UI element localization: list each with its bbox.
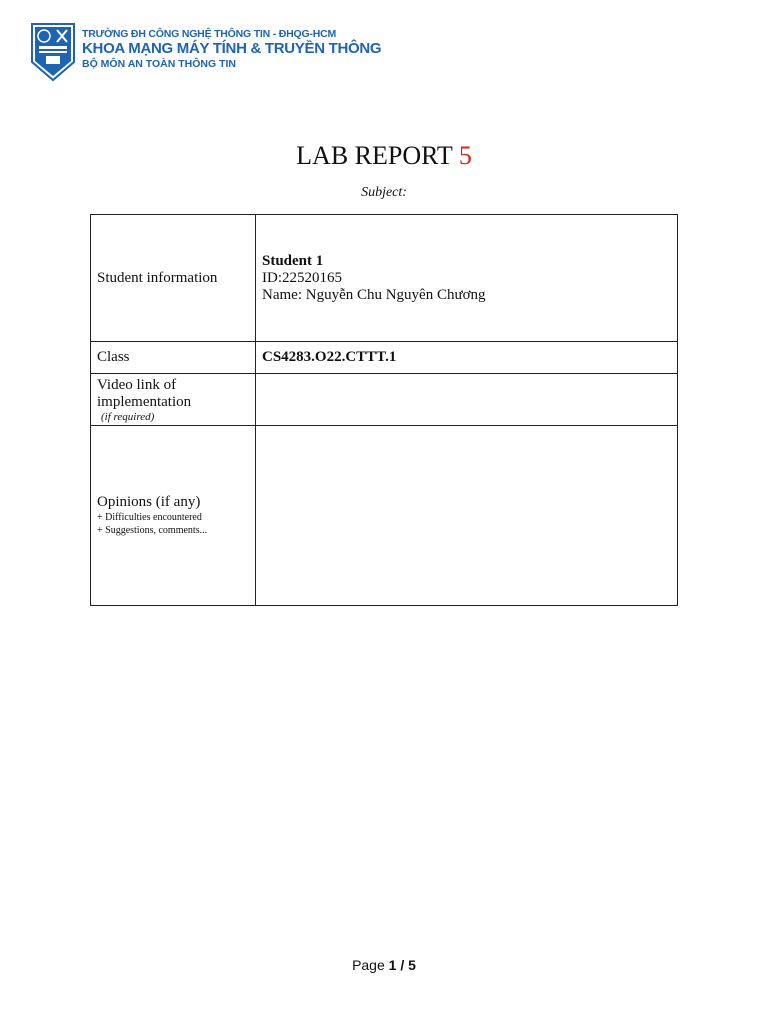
opinions-note-suggestions: + Suggestions, comments... <box>97 525 208 536</box>
video-link-note: (if required) <box>101 410 155 423</box>
faculty-logo-icon <box>30 22 76 82</box>
student-id: ID:22520165 <box>262 269 342 286</box>
department-name: BỘ MÔN AN TOÀN THÔNG TIN <box>82 58 236 70</box>
class-label: Class <box>91 342 256 374</box>
video-link-label-2: implementation <box>97 393 192 410</box>
class-value: CS4283.O22.CTTT.1 <box>256 342 678 374</box>
student-name: Name: Nguyễn Chu Nguyên Chương <box>262 286 486 303</box>
page-separator: / <box>400 957 405 973</box>
report-title-text: LAB REPORT <box>296 141 453 170</box>
video-link-value <box>256 374 678 426</box>
opinions-note-difficulties: + Difficulties encountered <box>97 512 202 523</box>
page-current: 1 <box>388 957 397 973</box>
page-footer <box>0 957 768 973</box>
student-info-table <box>90 214 678 606</box>
student-heading: Student 1 <box>262 252 324 269</box>
header-text <box>82 28 402 70</box>
video-link-label-1: Video link of <box>97 376 177 393</box>
page-total: 5 <box>408 957 416 973</box>
table-row <box>91 342 678 374</box>
subject-label: Subject: <box>361 185 407 200</box>
video-link-label-cell <box>91 374 256 426</box>
university-name: TRƯỜNG ĐH CÔNG NGHỆ THÔNG TIN - ĐHQG-HCM <box>82 28 337 40</box>
table-row <box>91 215 678 342</box>
student-info-cell <box>256 215 678 342</box>
opinions-label: Opinions (if any) <box>97 494 201 510</box>
student-info-label: Student information <box>91 215 256 342</box>
report-title <box>0 141 768 171</box>
report-number: 5 <box>458 141 472 170</box>
opinions-value <box>256 426 678 606</box>
page-prefix: Page <box>352 957 385 973</box>
table-row <box>91 374 678 426</box>
opinions-label-cell <box>91 426 256 606</box>
faculty-name: KHOA MẠNG MÁY TÍNH & TRUYỀN THÔNG <box>82 40 382 57</box>
table-row <box>91 426 678 606</box>
